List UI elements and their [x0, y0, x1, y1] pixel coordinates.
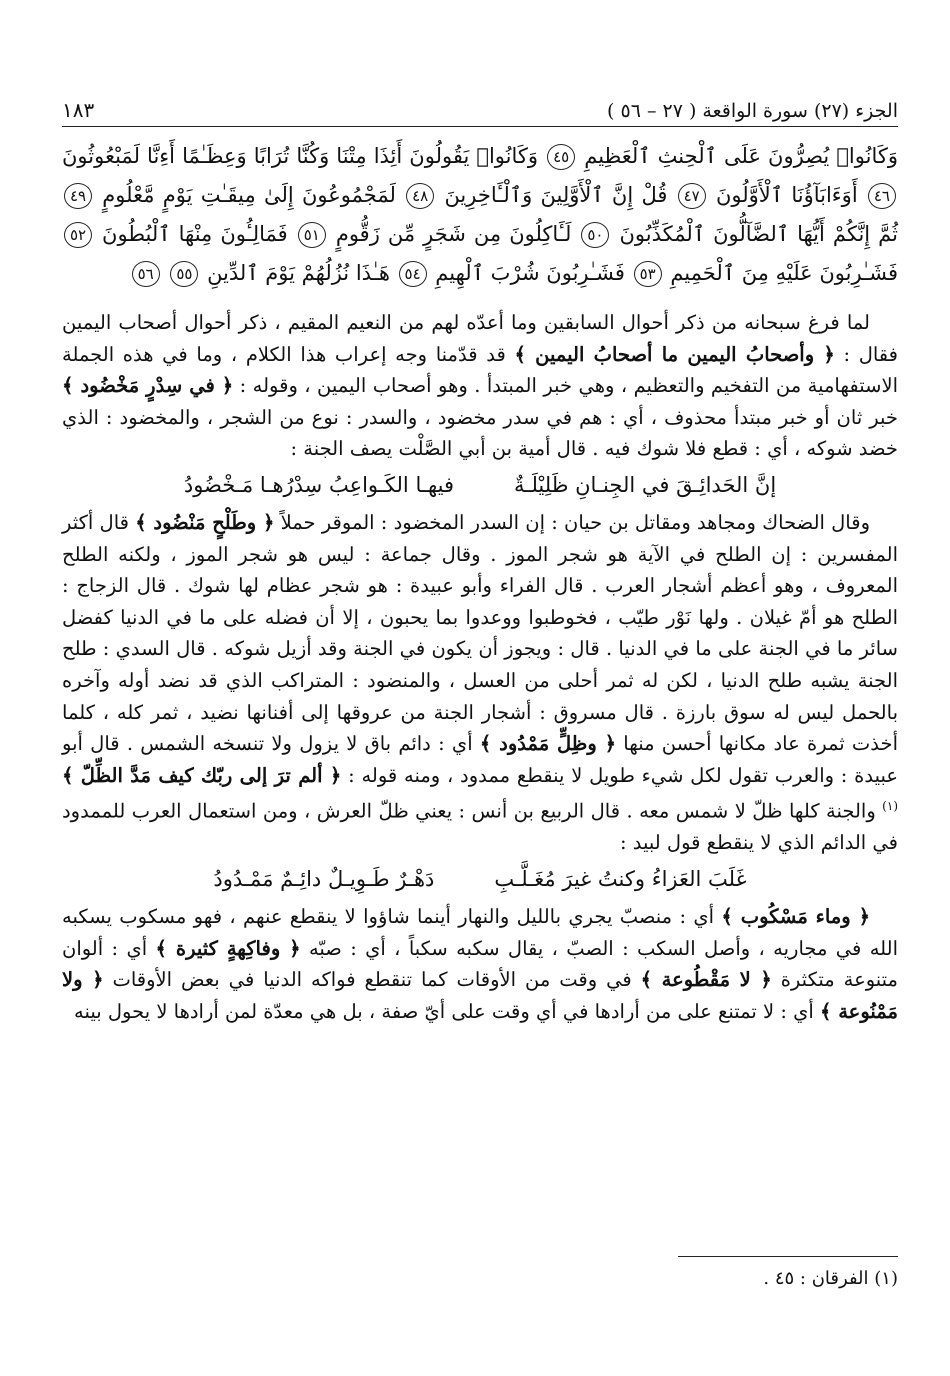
verse-text: ثُمَّ إِنَّكُمْ أَيُّهَا ٱلضَّآلُّونَ ٱلْمُكَذِّبُونَ — [619, 222, 899, 246]
verse-number-mark: ٥٢ — [64, 222, 92, 248]
paragraph-text: قال أكثر المفسرين : إن الطلح في الآية هو شجر الموز . وقال جماعة : ليس هو شجر الموز ، ولكنه الطلح المعروف ، وهو أعظم أشجار العرب . قال الفراء وأبو عبيدة : هو شجر عظام لها شوك . قال الزجاج : الطلح هو أمّ غيلان . ولها نَوْر طيّب ، فخوطبوا ووعدوا بما يحبون ، إلا أن فضله على ما في الدنيا كفضل سائر ما في الجنة على ما في الدنيا . قال : ويجوز أن يكون في الجنة وقد أزيل شوكه . قال السدي : طلح الجنة يشبه طلح الدنيا ، لكن له ثمر أحلى من العسل ، والمنضود : المتراكب الذي قد نضد أوله وآخره بالحمل ليس له سوق بارزة . قال مسروق : أشجار الجنة من عروقها إلى أفنانها نضيد ، ثمر كله ، كلما أخذت ثمرة عاد مكانها أحسن منها — [62, 510, 898, 756]
verse-number-mark: ٤٥ — [547, 144, 575, 170]
footnote: (١) الفرقان : ٤٥ . — [763, 1268, 898, 1289]
quoted-verse: ﴿ وأصحابُ اليمين ما أصحابُ اليمين ﴾ — [514, 342, 835, 366]
verse-text: وَكَانُوا۟ يَقُولُونَ أَئِذَا مِتْنَا وَكُنَّا تُرَابًا وَعِظَـٰمًا أَءِنَّا لَمَبْعُوثُونَ — [62, 144, 539, 168]
page-number: ١٨٣ — [62, 98, 95, 122]
footnote-divider — [678, 1256, 898, 1257]
verse-text: فَشَـٰرِبُونَ شُرْبَ ٱلْهِيمِ — [435, 261, 625, 285]
verse-text: وَكَانُوا۟ يُصِرُّونَ عَلَى ٱلْحِنثِ ٱلْعَظِيمِ — [584, 144, 898, 168]
quoted-verse: ﴿ في سِدْرٍ مَخْضُود ﴾ — [62, 374, 234, 398]
paragraph-text: لما فرغ سبحانه من ذكر أحوال السابقين وما أعدّه لهم من النعيم المقيم ، ذكر أحوال أصحاب اليمين فقال : — [62, 311, 898, 366]
verse-number-mark: ٥١ — [298, 222, 326, 248]
quoted-verse: ﴿ وطَلْحٍ مَنْضُود ﴾ — [135, 510, 275, 534]
verse-number-mark: ٥٤ — [399, 261, 427, 287]
page-header — [62, 88, 898, 127]
commentary — [62, 307, 898, 1027]
verse-text: هَـٰذَا نُزُلُهُمْ يَوْمَ ٱلدِّينِ — [207, 261, 390, 285]
quoted-verse: ﴿ ولا مَمْنُوعة ﴾ — [62, 968, 898, 1023]
poetry-hemistich: دَهْـرٌ طَـوِيـلٌ دائِـمٌ مَمْـدُودُ — [213, 867, 435, 892]
verse-number-mark: ٥٣ — [634, 261, 662, 287]
poetry-hemistich: غَلَبَ العَزاءُ وكنتُ غيرَ مُغَـلَّـبِ — [494, 867, 747, 892]
quoted-verse: ﴿ وفاكِهةٍ كثيرة ﴾ — [155, 936, 301, 960]
verse-number-mark: ٤٦ — [868, 183, 896, 209]
poetry-hemistich: إنَّ الحَدائِـقَ في الجِنـانِ ظَلِيْلَـةٌ — [514, 473, 777, 498]
paragraph-text: وقال الضحاك ومجاهد ومقاتل بن حيان : إن السدر المخضود : الموقر حملاً — [274, 510, 870, 534]
paragraph — [62, 507, 898, 859]
verse-number-mark: ٥٠ — [581, 222, 609, 248]
book-page — [62, 88, 898, 1338]
quran-verses — [62, 137, 898, 293]
running-title: الجزء (٢٧) سورة الواقعة ( ٢٧ – ٥٦ ) — [607, 100, 898, 122]
verse-number-mark: ٤٩ — [64, 183, 92, 209]
quoted-verse: ﴿ وظِلٍّ مَمْدُود ﴾ — [479, 732, 617, 756]
paragraph-text: خبر ثان أو خبر مبتدأ محذوف ، أي : هم في سدر مخضود ، والسدر : نوع من الشجر ، والمخضود : الذي خضد شوكه ، أي : قطع فلا شوك فيه . قال أمية بن أبي الصَّلْت يصف الجنة : — [62, 405, 898, 461]
paragraph-text: أي : لا تمتنع على من أرادها في أي وقت على أيّ صفة ، بل هي معدّة لمن أرادها لا يحول بينه — [74, 999, 821, 1023]
quoted-verse: ﴿ لا مَقْطُوعة ﴾ — [640, 968, 772, 992]
paragraph — [62, 307, 898, 465]
quoted-verse: ﴿ ألم ترَ إلى ربّك كيف مَدَّ الظِّلّ ﴾ — [62, 763, 342, 787]
verse-text: أَوَءَابَآؤُنَا ٱلْأَوَّلُونَ — [715, 183, 858, 207]
verse-number-mark: ٤٧ — [678, 183, 706, 209]
paragraph — [62, 901, 898, 1027]
verse-number-mark: ٥٥ — [170, 261, 198, 287]
verse-text: فَشَـٰرِبُونَ عَلَيْهِ مِنَ ٱلْحَمِيمِ — [670, 261, 898, 285]
paragraph-text: أي : دائم باق لا يزول ولا تنسخه الشمس . قال أبو عبيدة : والعرب تقول لكل شيء طويل لا ينقطع ممدود ، ومنه قوله : — [62, 732, 898, 787]
verse-text: فَمَالِـُٔونَ مِنْهَا ٱلْبُطُونَ — [102, 222, 288, 246]
paragraph-text: أي : ألوان متنوعة متكثرة — [62, 936, 898, 992]
poetry-hemistich: فيهـا الكَـواعِبُ سِدْرُهـا مَـخْضُودُ — [183, 473, 455, 498]
paragraph-text: والجنة كلها ظلّ لا شمس معه . قال الربيع بن أنس : يعني ظلّ العرش ، ومن استعمال العرب للممدود في الدائم الذي لا ينقطع قول لبيد : — [62, 799, 898, 855]
verse-text: قُلْ إِنَّ ٱلْأَوَّلِينَ وَٱلْـَٔاخِرِينَ — [444, 183, 668, 207]
verse-number-mark: ٥٦ — [132, 261, 160, 287]
verse-text: لَـَٔاكِلُونَ مِن شَجَرٍ مِّن زَقُّومٍ — [335, 222, 572, 246]
poetry-line — [62, 469, 898, 503]
poetry-line — [62, 863, 898, 897]
paragraph-text: في وقت من الأوقات كما تنقطع فواكه الدنيا في بعض الأوقات — [103, 968, 641, 992]
verse-text: لَمَجْمُوعُونَ إِلَىٰ مِيقَـٰتِ يَوْمٍ مَّعْلُومٍ — [102, 183, 396, 207]
paragraph-text: أي : منصبّ يجري بالليل والنهار أينما شاؤوا لا ينقطع عنهم ، فهو مسكوب يسكبه الله في مجاريه ، وأصل السكب : الصبّ ، يقال سكبه سكباً ، أي : صبّه — [62, 905, 898, 960]
footnote-reference: (١) — [882, 799, 898, 814]
paragraph-text: قد قدّمنا وجه إعراب هذا الكلام ، وما في هذه الجملة الاستفهامية من التفخيم والتعظيم ، وهي خبر المبتدأ . وهو أصحاب اليمين ، وقوله : — [62, 342, 898, 398]
quoted-verse: ﴿ وماء مَسْكُوب ﴾ — [721, 905, 871, 928]
verse-number-mark: ٤٨ — [406, 183, 434, 209]
